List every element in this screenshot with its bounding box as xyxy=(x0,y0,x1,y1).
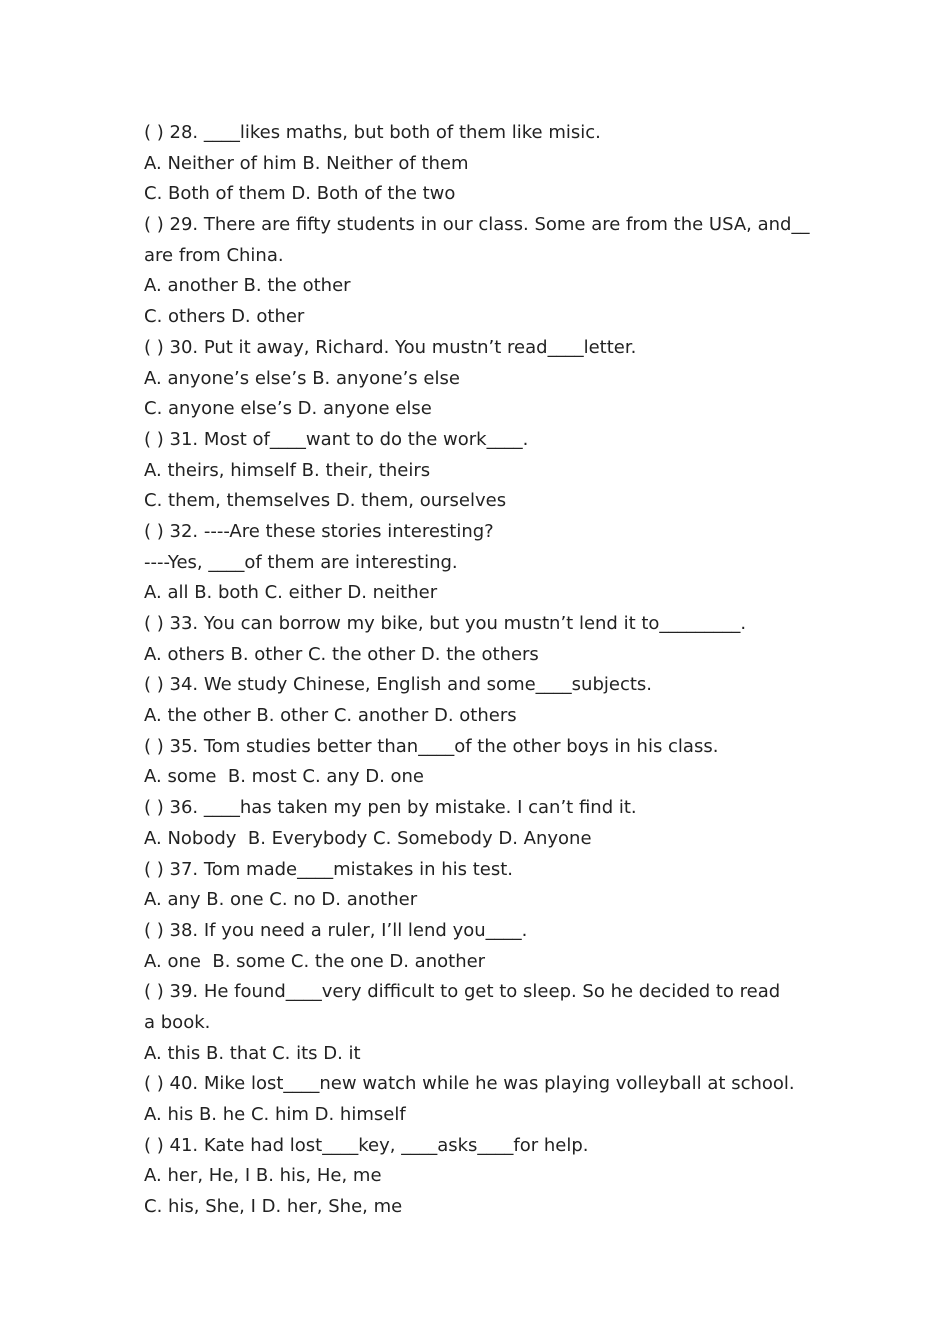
text-line: ( ) 40. Mike lost____new watch while he was playing volleyball at school. xyxy=(144,1073,795,1095)
text-line: ----Yes, ____of them are interesting. xyxy=(144,551,458,573)
text-line: A. one B. some C. the one D. another xyxy=(144,950,486,972)
text-line: ( ) 39. He found____very difficult to get to sleep. So he decided to read xyxy=(144,981,781,1003)
text-line: C. his, She, I D. her, She, me xyxy=(144,1196,403,1218)
text-line: A. her, He, I B. his, He, me xyxy=(144,1165,382,1187)
text-line: A. some B. most C. any D. one xyxy=(144,766,425,788)
text-line: A. anyone’s else’s B. anyone’s else xyxy=(144,367,460,389)
text-line: ( ) 33. You can borrow my bike, but you mustn’t lend it to_________. xyxy=(144,613,747,634)
text-line: A. all B. both C. either D. neither xyxy=(144,582,438,604)
text-line: A. others B. other C. the other D. the others xyxy=(144,643,539,665)
text-line: are from China. xyxy=(144,244,284,266)
text-line: ( ) 37. Tom made____mistakes in his test. xyxy=(144,858,513,880)
text-line: A. Neither of him B. Neither of them xyxy=(144,152,469,174)
text-line: A. the other B. other C. another D. others xyxy=(144,705,517,727)
text-line: A. any B. one C. no D. another xyxy=(144,889,418,911)
text-line: ( ) 29. There are fifty students in our class. Some are from the USA, and__ xyxy=(144,214,810,236)
text-line: ( ) 36. ____has taken my pen by mistake. I can’t find it. xyxy=(144,797,637,819)
text-line: ( ) 38. If you need a ruler, I’ll lend you____. xyxy=(144,919,528,941)
text-line: ( ) 30. Put it away, Richard. You mustn’t read____letter. xyxy=(144,336,637,358)
text-line: C. them, themselves D. them, ourselves xyxy=(144,490,507,512)
text-line: A. theirs, himself B. their, theirs xyxy=(144,459,431,481)
text-line: C. others D. other xyxy=(144,306,305,328)
text-line: ( ) 32. ----Are these stories interesting? xyxy=(144,520,494,542)
text-line: A. another B. the other xyxy=(144,275,351,297)
text-line: A. Nobody B. Everybody C. Somebody D. Anyone xyxy=(144,827,592,849)
text-line: ( ) 35. Tom studies better than____of the other boys in his class. xyxy=(144,735,719,757)
exercise-text xyxy=(144,118,810,1223)
text-line: a book. xyxy=(144,1011,211,1033)
text-line: A. his B. he C. him D. himself xyxy=(144,1104,406,1125)
text-line: C. Both of them D. Both of the two xyxy=(144,183,456,205)
text-line: ( ) 34. We study Chinese, English and some____subjects. xyxy=(144,674,653,696)
text-line: A. this B. that C. its D. it xyxy=(144,1042,361,1064)
text-line: ( ) 41. Kate had lost____key, ____asks____for help. xyxy=(144,1134,589,1156)
text-line: ( ) 31. Most of____want to do the work____. xyxy=(144,428,529,450)
text-line: ( ) 28. ____likes maths, but both of them like misic. xyxy=(144,122,601,143)
text-line: C. anyone else’s D. anyone else xyxy=(144,398,432,420)
